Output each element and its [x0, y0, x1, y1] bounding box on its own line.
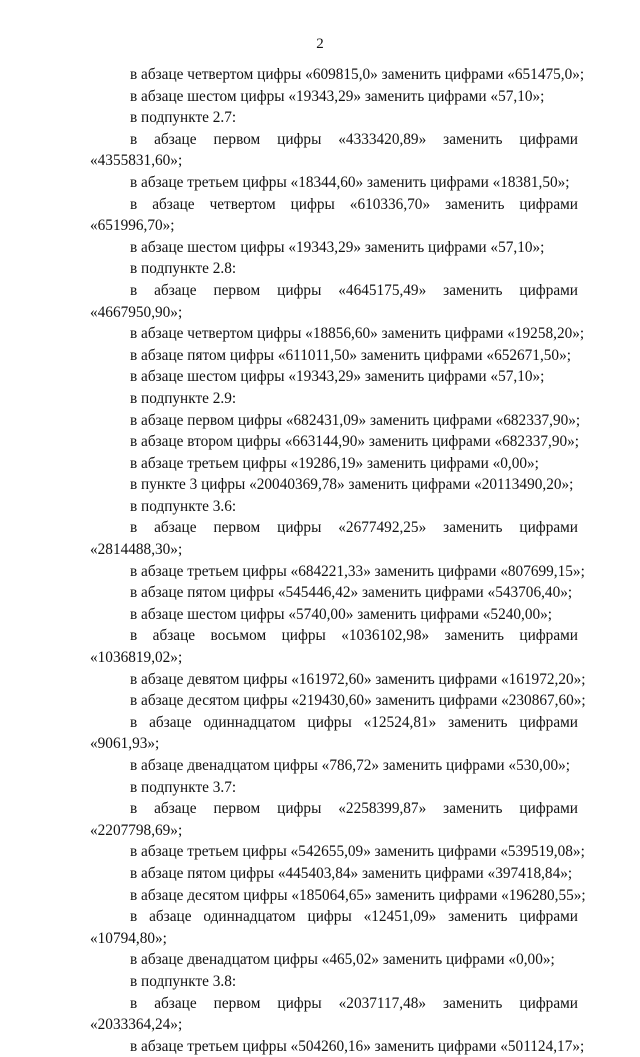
text-line: в подпункте 3.7: — [130, 778, 237, 796]
page-number: 2 — [316, 36, 324, 52]
text-line: в абзаце четвертом цифры «610336,70» заменить цифрами — [130, 195, 578, 213]
text-line: в абзаце четвертом цифры «18856,60» заменить цифрами «19258,20»; — [130, 325, 585, 343]
text-line: в пункте 3 цифры «20040369,78» заменить цифрами «20113490,20»; — [130, 476, 574, 494]
text-line: «9061,93»; — [90, 735, 160, 753]
text-line: в подпункте 2.9: — [130, 389, 237, 407]
text-line: «2033364,24»; — [90, 1016, 183, 1034]
text-line: в абзаце шестом цифры «19343,29» заменить цифрами «57,10»; — [130, 238, 545, 256]
text-line: в абзаце десятом цифры «185064,65» заменить цифрами «196280,55»; — [130, 886, 586, 904]
text-line: в абзаце шестом цифры «19343,29» заменить цифрами «57,10»; — [130, 87, 545, 105]
text-line: в абзаце третьем цифры «542655,09» заменить цифрами «539519,08»; — [130, 843, 585, 861]
text-line: в абзаце девятом цифры «161972,60» заменить цифрами «161972,20»; — [130, 670, 586, 688]
text-line: в абзаце первом цифры «4645175,49» заменить цифрами — [130, 281, 578, 299]
text-line: в абзаце третьем цифры «18344,60» заменить цифрами «18381,50»; — [130, 173, 570, 191]
text-line: «10794,80»; — [90, 929, 167, 947]
text-line: в подпункте 2.7: — [130, 109, 237, 127]
text-line: в абзаце шестом цифры «19343,29» заменить цифрами «57,10»; — [130, 368, 545, 386]
text-line: в абзаце одиннадцатом цифры «12451,09» заменить цифрами — [130, 908, 578, 926]
text-line: в абзаце восьмом цифры «1036102,98» заменить цифрами — [130, 627, 578, 645]
text-line: в абзаце первом цифры «4333420,89» заменить цифрами — [130, 130, 578, 148]
text-line: в абзаце первом цифры «682431,09» заменить цифрами «682337,90»; — [130, 411, 581, 429]
text-line: «2207798,69»; — [90, 821, 183, 839]
text-line: в абзаце шестом цифры «5740,00» заменить цифрами «5240,00»; — [130, 605, 553, 623]
text-line: «651996,70»; — [90, 217, 175, 235]
text-line: в абзаце третьем цифры «684221,33» заменить цифрами «807699,15»; — [130, 562, 585, 580]
text-line: в абзаце двенадцатом цифры «786,72» заменить цифрами «530,00»; — [130, 757, 571, 774]
text-line: в абзаце втором цифры «663144,90» заменить цифрами «682337,90»; — [130, 433, 580, 451]
text-line: «1036819,02»; — [90, 649, 183, 667]
text-line: в абзаце пятом цифры «545446,42» заменить цифрами «543706,40»; — [130, 584, 573, 602]
text-line: в абзаце пятом цифры «611011,50» заменить цифрами «652671,50»; — [130, 346, 571, 364]
text-line: в абзаце третьем цифры «504260,16» заменить цифрами «501124,17»; — [130, 1037, 585, 1055]
text-line: в подпункте 3.6: — [130, 497, 237, 515]
text-line: в абзаце третьем цифры «19286,19» заменить цифрами «0,00»; — [130, 454, 539, 472]
text-line: в абзаце десятом цифры «219430,60» заменить цифрами «230867,60»; — [130, 692, 586, 710]
text-line: в абзаце двенадцатом цифры «465,02» заменить цифрами «0,00»; — [130, 951, 555, 969]
text-line: в абзаце первом цифры «2037117,48» заменить цифрами — [130, 994, 578, 1012]
text-line: в абзаце пятом цифры «445403,84» заменить цифрами «397418,84»; — [130, 864, 573, 882]
text-line: в абзаце одиннадцатом цифры «12524,81» заменить цифрами — [130, 713, 578, 731]
text-line: в подпункте 3.8: — [130, 972, 237, 990]
document-body — [90, 64, 586, 1057]
text-line: в абзаце первом цифры «2677492,25» заменить цифрами — [130, 519, 578, 537]
text-line: в подпункте 2.8: — [130, 260, 237, 278]
text-line: в абзаце четвертом цифры «609815,0» заменить цифрами «651475,0»; — [130, 66, 585, 83]
text-line: «4355831,60»; — [90, 152, 183, 170]
text-line: «2814488,30»; — [90, 541, 183, 559]
text-line: «4667950,90»; — [90, 303, 183, 321]
text-line: в абзаце первом цифры «2258399,87» заменить цифрами — [130, 800, 578, 818]
